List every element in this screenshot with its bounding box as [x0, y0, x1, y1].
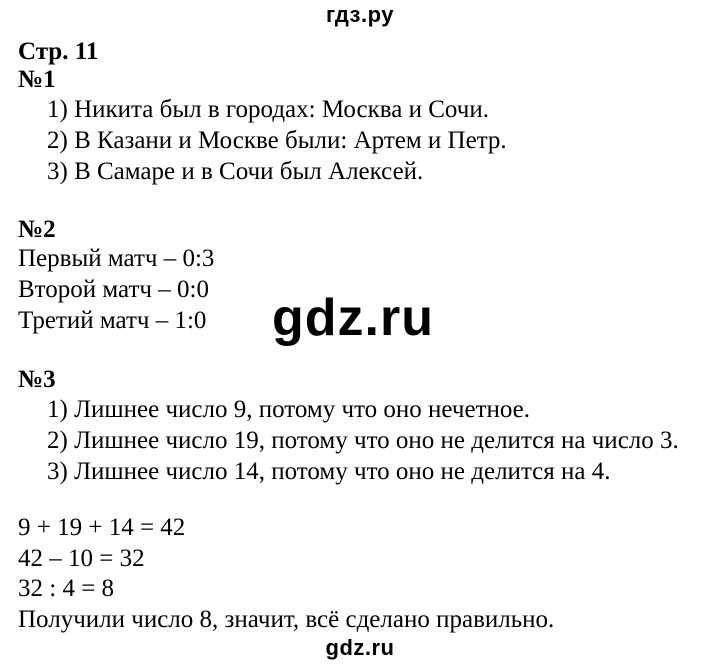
- task2-line: Второй матч – 0:0: [18, 276, 209, 303]
- watermark-bottom: gdz.ru: [325, 635, 395, 660]
- conclusion-line: Получили число 8, значит, всё сделано правильно.: [18, 606, 555, 633]
- task3-item: 2) Лишнее число 19, потому что оно не делится на число 3.: [47, 427, 679, 454]
- page-reference: Стр. 11: [18, 38, 99, 65]
- calc-line: 9 + 19 + 14 = 42: [18, 514, 186, 541]
- task1-item: 1) Никита был в городах: Москва и Сочи.: [47, 96, 489, 123]
- calc-line: 32 : 4 = 8: [18, 575, 115, 602]
- watermark-top: гдз.ру: [326, 2, 394, 27]
- task3-number: №3: [18, 366, 56, 393]
- calc-line: 42 – 10 = 32: [18, 545, 145, 572]
- task2-line: Третий матч – 1:0: [18, 307, 207, 334]
- task2-line: Первый матч – 0:3: [18, 245, 215, 272]
- task3-item: 1) Лишнее число 9, потому что оно нечетное.: [47, 396, 531, 423]
- task3-item: 3) Лишнее число 14, потому что оно не делится на 4.: [47, 458, 611, 485]
- task1-item: 3) В Самаре и в Сочи был Алексей.: [47, 158, 424, 185]
- watermark-center: gdz.ru: [272, 289, 434, 347]
- task1-number: №1: [18, 66, 56, 93]
- task1-item: 2) В Казани и Москве были: Артем и Петр.: [47, 127, 507, 154]
- task2-number: №2: [18, 216, 56, 243]
